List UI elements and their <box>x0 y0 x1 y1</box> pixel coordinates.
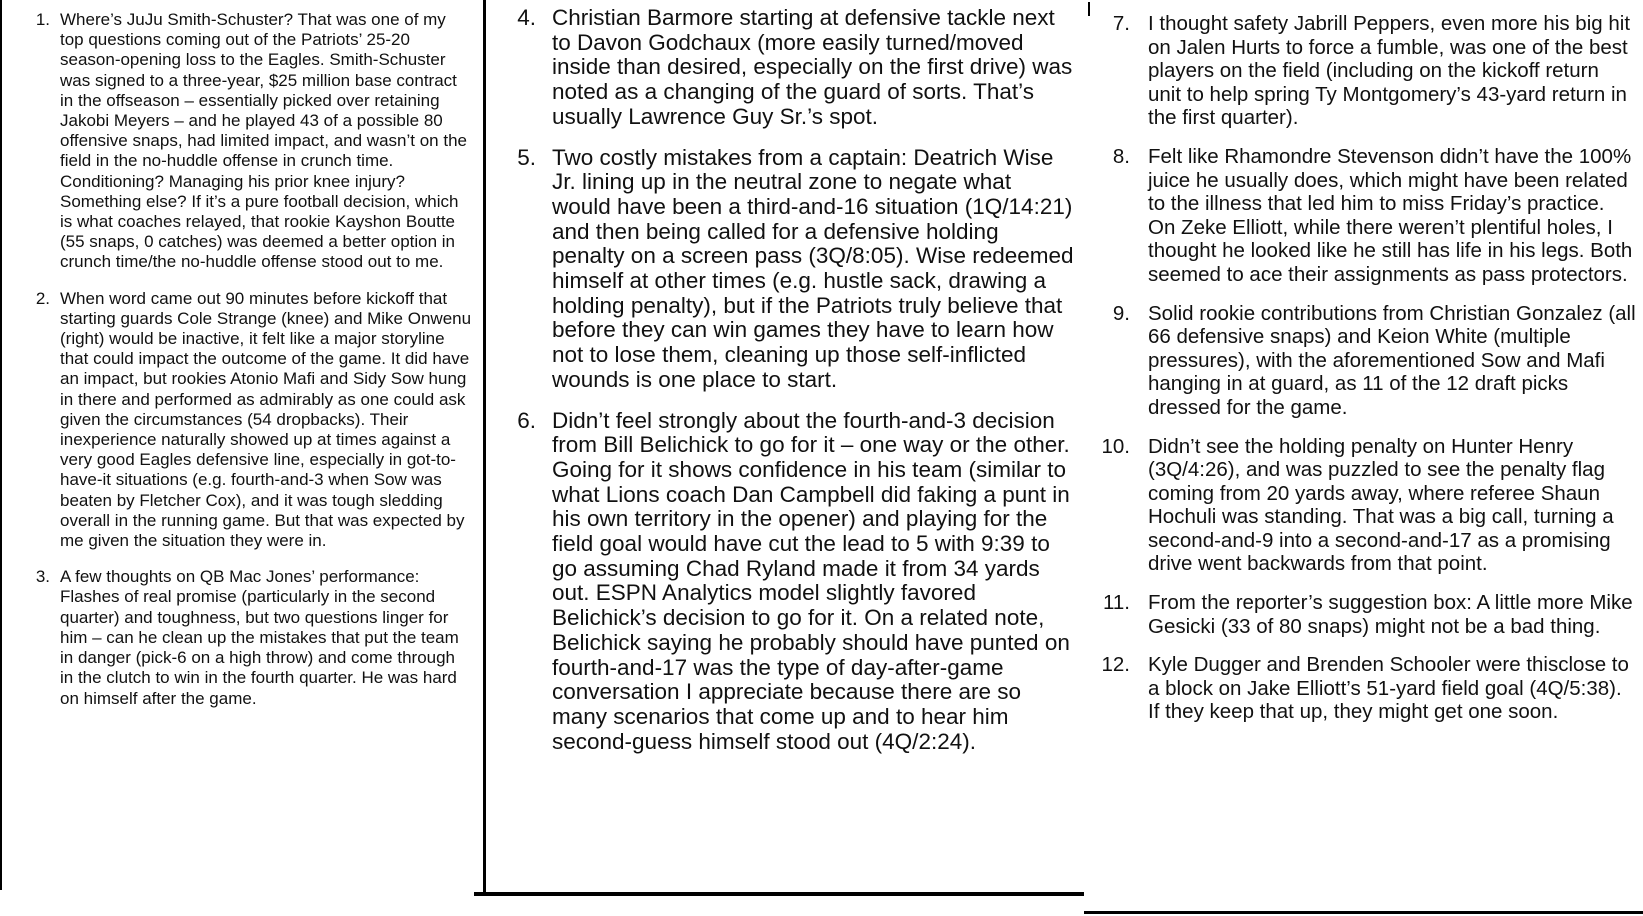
notes-column-2 <box>486 0 1080 916</box>
item-text: Where’s JuJu Smith-Schuster? That was one of my top questions coming out of the Patriots’ 25-20 season-opening loss to the Eagles. Smith-Schuster was signed to a three-year, $25 million base contract in the offseason – essentially picked over retaining Jakobi Meyers – and he played 43 of a possible 80 offensive snaps, had limited impact, and wasn’t on the field in the no-huddle offense in crunch time. Conditioning? Managing his prior knee injury? Something else? If it’s a pure football decision, which is what coaches relayed, that rookie Kayshon Boutte (55 snaps, 0 catches) was deemed a better option in crunch time/the no-huddle offense stood out to me. <box>60 10 467 272</box>
item-number: 6. <box>517 407 536 433</box>
item-text: Solid rookie contributions from Christian Gonzalez (all 66 defensive snaps) and Keion White (multiple pressures), with the aforementioned Sow and Mafi hanging in at guard, as 11 of the 12 draft picks dressed for the game. <box>1148 301 1636 419</box>
list-item <box>1090 591 1637 638</box>
list-item <box>1090 145 1637 287</box>
list-item <box>512 146 1074 393</box>
item-number: 8. <box>1112 144 1130 168</box>
item-text: I thought safety Jabrill Peppers, even more his big hit on Jalen Hurts to force a fumble, was one of the best players on the field (including on the kickoff return unit to help spring Ty Montgomery’s 43-yard return in the first quarter). <box>1148 12 1631 130</box>
item-number: 3. <box>35 567 50 587</box>
list-item <box>30 567 472 708</box>
item-text: Kyle Dugger and Brenden Schooler were thisclose to a block on Jake Elliott’s 51-yard field goal (4Q/5:38). If they keep that up, they might get one soon. <box>1148 653 1629 724</box>
item-text: Two costly mistakes from a captain: Deatrich Wise Jr. lining up in the neutral zone to negate what would have been a third-and-16 situation (1Q/14:21) and then being called for a defensive holding penalty on a screen pass (3Q/8:05). Wise redeemed himself at other times (e.g. hustle sack, drawing a holding penalty), but if the Patriots truly believe that before they can win games they have to learn how not to lose them, cleaning up those self-inflicted wounds is one place to start. <box>552 144 1074 392</box>
list-item <box>30 10 472 273</box>
item-text: A few thoughts on QB Mac Jones’ performance: Flashes of real promise (particularly in the second quarter) and toughness, but two questions linger for him – can he clean up the mistakes that put the team in danger (pick-6 on a high throw) and come through in the clutch to win in the fourth quarter. He was hard on himself after the game. <box>60 567 459 708</box>
item-number: 9. <box>1112 301 1130 325</box>
item-number: 2. <box>35 288 50 308</box>
notes-column-3 <box>1084 0 1643 916</box>
numbered-list <box>1090 12 1637 724</box>
item-number: 12. <box>1101 653 1130 677</box>
list-item <box>512 409 1074 755</box>
numbered-list <box>512 6 1074 754</box>
item-text: From the reporter’s suggestion box: A little more Mike Gesicki (33 of 80 snaps) might not be a bad thing. <box>1148 591 1633 638</box>
item-number: 1. <box>35 10 50 29</box>
item-text: Didn’t feel strongly about the fourth-and-3 decision from Bill Belichick to go for it – one way or the other. Going for it shows confidence in his team (similar to what Lions coach Dan Campbell did faking a punt in his own territory in the opener) and playing for the field goal would have cut the lead to 5 with 9:39 to go assuming Chad Ryland made it from 34 yards out. ESPN Analytics model slightly favored Belichick’s decision to go for it. On a related note, Belichick saying he probably should have punted on fourth-and-17 was the type of day-after-game conversation I appreciate because there are so many scenarios that come up and to hear him second-guess himself stood out (4Q/2:24). <box>552 407 1070 754</box>
item-text: Felt like Rhamondre Stevenson didn’t have the 100% juice he usually does, which might have been related to the illness that led him to miss Friday’s practice. On Zeke Elliott, while there weren’t plentiful holes, I thought he looked like he still has life in his legs. Both seemed to ace their assignments as pass protectors. <box>1148 144 1633 286</box>
item-number: 7. <box>1112 12 1130 35</box>
list-item <box>1090 12 1637 130</box>
notes-column-1 <box>0 0 482 916</box>
item-number: 11. <box>1103 591 1130 615</box>
list-item <box>1090 302 1637 420</box>
list-item <box>30 289 472 552</box>
list-item <box>1090 653 1637 724</box>
item-text: When word came out 90 minutes before kickoff that starting guards Cole Strange (knee) and Mike Onwenu (right) would be inactive, it felt like a major storyline that could impact the outcome of the game. It did have an impact, but rookies Atonio Mafi and Sidy Sow hung in there and performed as admirably as one could ask given the circumstances (54 dropbacks). Their inexperience naturally showed up at times against a very good Eagles defensive line, especially in got-to-have-it situations (e.g. fourth-and-3 when Sow was beaten by Fletcher Cox), and it was tough sledding overall in the running game. But that was expected by me given the situation they were in. <box>60 288 472 551</box>
item-number: 4. <box>517 5 536 30</box>
numbered-list <box>30 10 472 709</box>
item-number: 5. <box>517 144 536 170</box>
item-text: Christian Barmore starting at defensive tackle next to Davon Godchaux (more easily turned/moved inside than desired, especially on the first drive) was noted as a changing of the guard of sorts. That’s usually Lawrence Guy Sr.’s spot. <box>552 5 1073 129</box>
item-text: Didn’t see the holding penalty on Hunter Henry (3Q/4:26), and was puzzled to see the penalty flag coming from 20 yards away, where referee Shaun Hochuli was standing. That was a big call, turning a second-and-9 into a second-and-17 as a promising drive went backwards from that point. <box>1148 434 1614 576</box>
list-item <box>1090 435 1637 577</box>
list-item <box>512 6 1074 130</box>
item-number: 10. <box>1101 434 1130 458</box>
